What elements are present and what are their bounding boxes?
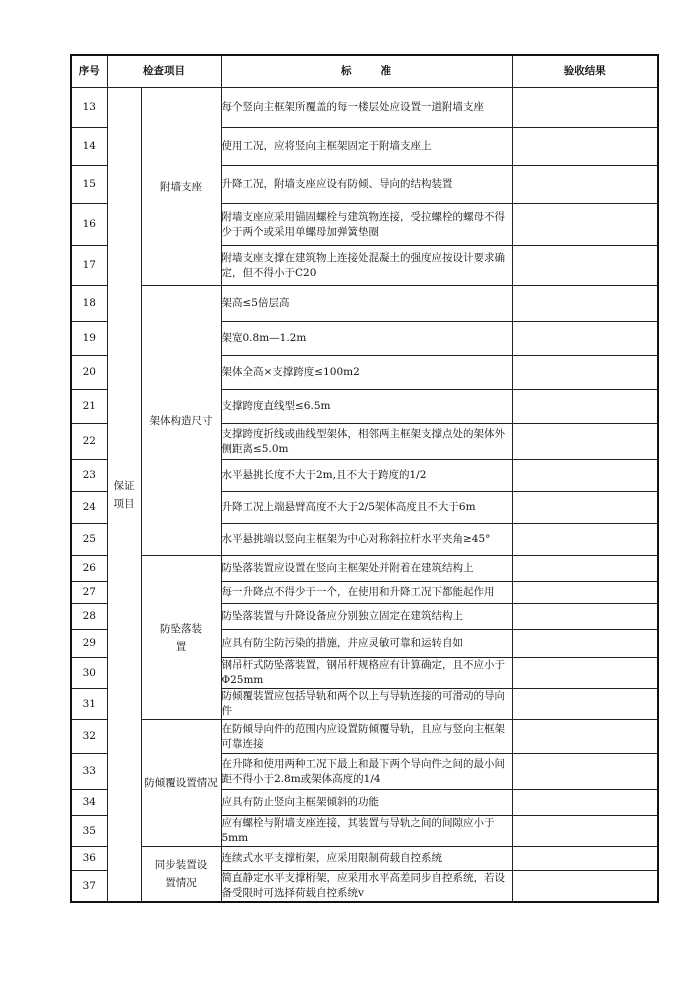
result-cell[interactable] — [512, 790, 658, 816]
standard-text: 简直静定水平支撑桁架，应采用水平高差同步自控系统，若设备受限时可选择荷载自控系统v — [221, 871, 512, 903]
standard-text: 架宽0.8m—1.2m — [221, 322, 512, 356]
result-cell[interactable] — [512, 720, 658, 754]
row-number: 27 — [71, 582, 107, 604]
standard-text: 钢吊杆式防坠落装置，钢吊杆规格应有计算确定，且不应小于Φ25mm — [221, 658, 512, 689]
standard-text: 应有螺栓与附墙支座连接，其装置与导轨之间的间隙应小于5mm — [221, 816, 512, 847]
standard-text: 防坠落装置与升降设备应分别独立固定在建筑结构上 — [221, 604, 512, 630]
standard-text: 防坠落装置应设置在竖向主框架处并附着在建筑结构上 — [221, 556, 512, 582]
result-cell[interactable] — [512, 322, 658, 356]
row-number: 25 — [71, 524, 107, 556]
standard-text: 每一升降点不得少于一个，在使用和升降工况下都能起作用 — [221, 582, 512, 604]
result-cell[interactable] — [512, 524, 658, 556]
row-number: 18 — [71, 286, 107, 322]
standard-text: 升降工况，附墙支座应设有防倾、导向的结构装置 — [221, 166, 512, 204]
header-num: 序号 — [71, 55, 107, 88]
standard-text: 支撑跨度折线或曲线型架体，相邻两主框架支撑点处的架体外侧距离≤5.0m — [221, 424, 512, 460]
section-name: 同步装置设置情况 — [141, 847, 221, 903]
standard-text: 支撑跨度直线型≤6.5m — [221, 390, 512, 424]
result-cell[interactable] — [512, 604, 658, 630]
header-standard: 标 准 — [221, 55, 512, 88]
row-number: 28 — [71, 604, 107, 630]
row-number: 14 — [71, 128, 107, 166]
row-number: 23 — [71, 460, 107, 492]
result-cell[interactable] — [512, 492, 658, 524]
result-cell[interactable] — [512, 424, 658, 460]
result-cell[interactable] — [512, 556, 658, 582]
row-number: 26 — [71, 556, 107, 582]
table-row — [71, 720, 658, 754]
result-cell[interactable] — [512, 204, 658, 246]
row-number: 20 — [71, 356, 107, 390]
standard-text: 连续式水平支撑桁架，应采用限制荷载自控系统 — [221, 847, 512, 871]
result-cell[interactable] — [512, 816, 658, 847]
table-row — [71, 847, 658, 871]
row-number: 32 — [71, 720, 107, 754]
standard-text: 架体全高×支撑跨度≤100m2 — [221, 356, 512, 390]
standard-text: 水平悬挑长度不大于2m,且不大于跨度的1/2 — [221, 460, 512, 492]
row-number: 35 — [71, 816, 107, 847]
result-cell[interactable] — [512, 754, 658, 790]
result-cell[interactable] — [512, 582, 658, 604]
section-name: 防坠落装置 — [141, 556, 221, 720]
section-name: 防倾覆设置情况 — [141, 720, 221, 847]
row-number: 24 — [71, 492, 107, 524]
result-cell[interactable] — [512, 246, 658, 286]
result-cell[interactable] — [512, 88, 658, 128]
result-cell[interactable] — [512, 356, 658, 390]
row-number: 21 — [71, 390, 107, 424]
standard-text: 使用工况，应将竖向主框架固定于附墙支座上 — [221, 128, 512, 166]
table-row — [71, 556, 658, 582]
result-cell[interactable] — [512, 871, 658, 903]
result-cell[interactable] — [512, 166, 658, 204]
standard-text: 应具有防尘防污染的措施，并应灵敏可靠和运转自如 — [221, 630, 512, 658]
header-result: 验收结果 — [512, 55, 658, 88]
standard-text: 水平悬挑端以竖向主框架为中心对称斜拉杆水平夹角≥45° — [221, 524, 512, 556]
row-number: 33 — [71, 754, 107, 790]
row-number: 19 — [71, 322, 107, 356]
header-row — [71, 55, 658, 88]
table-row — [71, 286, 658, 322]
row-number: 36 — [71, 847, 107, 871]
result-cell[interactable] — [512, 658, 658, 689]
standard-text: 升降工况上端悬臂高度不大于2/5架体高度且不大于6m — [221, 492, 512, 524]
table-row — [71, 88, 658, 128]
standard-text: 应具有防止竖向主框架倾斜的功能 — [221, 790, 512, 816]
result-cell[interactable] — [512, 689, 658, 720]
row-number: 22 — [71, 424, 107, 460]
standard-text: 架高≤5倍层高 — [221, 286, 512, 322]
result-cell[interactable] — [512, 128, 658, 166]
inspection-table — [70, 54, 659, 903]
result-cell[interactable] — [512, 847, 658, 871]
standard-text: 附墙支座支撑在建筑物上连接处混凝土的强度应按设计要求确定，但不得小于C20 — [221, 246, 512, 286]
row-number: 16 — [71, 204, 107, 246]
group-label: 保证项目 — [107, 88, 141, 903]
standard-text: 防倾覆装置应包括导轨和两个以上与导轨连接的可滑动的导向件 — [221, 689, 512, 720]
header-item: 检查项目 — [107, 55, 221, 88]
standard-text: 在防倾导向件的范围内应设置防倾覆导轨，且应与竖向主框架可靠连接 — [221, 720, 512, 754]
row-number: 15 — [71, 166, 107, 204]
section-name: 附墙支座 — [141, 88, 221, 286]
row-number: 17 — [71, 246, 107, 286]
row-number: 29 — [71, 630, 107, 658]
row-number: 13 — [71, 88, 107, 128]
result-cell[interactable] — [512, 390, 658, 424]
row-number: 30 — [71, 658, 107, 689]
result-cell[interactable] — [512, 286, 658, 322]
result-cell[interactable] — [512, 630, 658, 658]
section-name: 架体构造尺寸 — [141, 286, 221, 556]
result-cell[interactable] — [512, 460, 658, 492]
row-number: 37 — [71, 871, 107, 903]
standard-text: 附墙支座应采用锚固螺栓与建筑物连接，受拉螺栓的螺母不得少于两个或采用单螺母加弹簧垫圈 — [221, 204, 512, 246]
standard-text: 每个竖向主框架所覆盖的每一楼层处应设置一道附墙支座 — [221, 88, 512, 128]
standard-text: 在升降和使用两种工况下最上和最下两个导向件之间的最小间距不得小于2.8m或架体高度的1/4 — [221, 754, 512, 790]
row-number: 34 — [71, 790, 107, 816]
row-number: 31 — [71, 689, 107, 720]
